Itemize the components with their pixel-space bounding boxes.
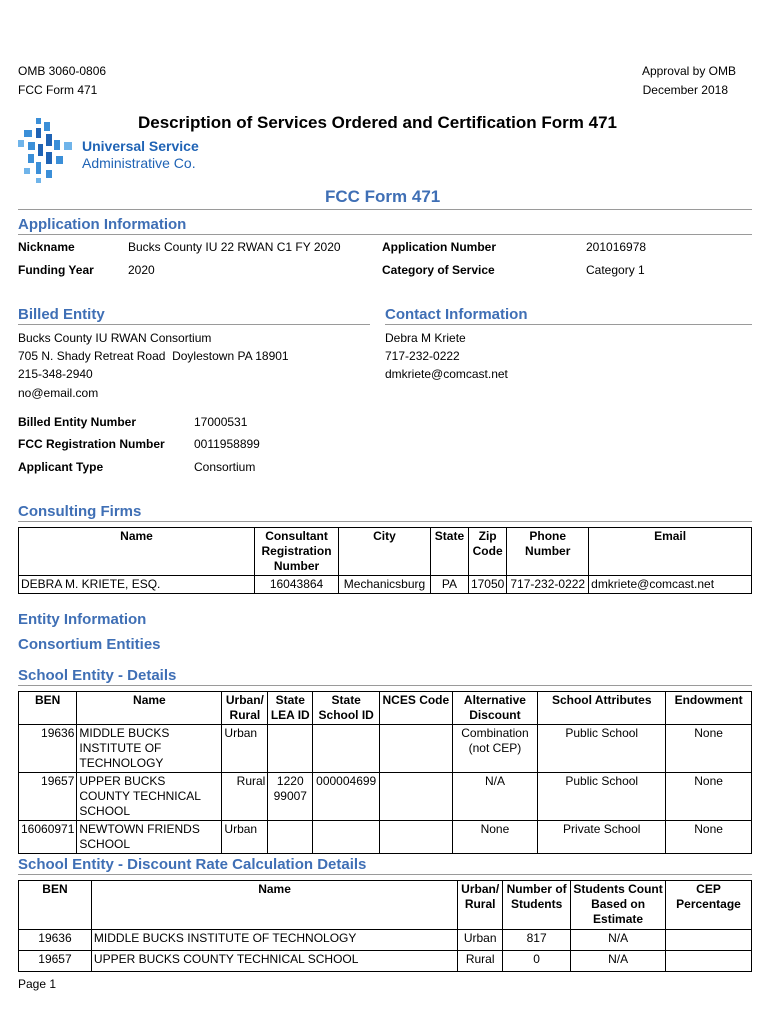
school-endowment: None bbox=[666, 773, 752, 821]
discount-estimate: N/A bbox=[571, 930, 666, 951]
consultant-state: PA bbox=[430, 576, 468, 594]
billed-address: 705 N. Shady Retreat Road Doylestown PA 18901 bbox=[18, 349, 289, 363]
school-ben: 16060971 bbox=[19, 821, 77, 854]
consultant-name: DEBRA M. KRIETE, ESQ. bbox=[19, 576, 255, 594]
discount-heading: School Entity - Discount Rate Calculation Details bbox=[18, 856, 367, 873]
discount-students: 0 bbox=[503, 951, 571, 972]
consultant-email: dmkriete@comcast.net bbox=[589, 576, 752, 594]
col-nces-code: NCES Code bbox=[380, 692, 452, 725]
billed-divider bbox=[18, 324, 370, 325]
discount-cep bbox=[666, 951, 752, 972]
application-heading: Application Information bbox=[18, 216, 187, 233]
funding-year-value: 2020 bbox=[128, 263, 155, 277]
contact-name: Debra M Kriete bbox=[385, 331, 466, 345]
school-urban-rural: Urban bbox=[222, 821, 268, 854]
col-name: Name bbox=[91, 881, 457, 930]
category-label: Category of Service bbox=[382, 263, 495, 277]
table-row bbox=[19, 951, 752, 972]
school-alt-discount: Combination (not CEP) bbox=[452, 725, 538, 773]
approval-text: Approval by OMB bbox=[641, 64, 736, 78]
consulting-table bbox=[18, 527, 752, 594]
application-divider bbox=[18, 234, 752, 235]
discount-estimate: N/A bbox=[571, 951, 666, 972]
fcc-reg-label: FCC Registration Number bbox=[18, 437, 165, 451]
table-row bbox=[19, 773, 752, 821]
col-phone: Phone Number bbox=[507, 528, 589, 576]
school-urban-rural: Urban bbox=[222, 725, 268, 773]
school-state-lea-id bbox=[268, 821, 313, 854]
applicant-type-label: Applicant Type bbox=[18, 460, 104, 474]
school-endowment: None bbox=[666, 821, 752, 854]
usac-logo-mark bbox=[16, 116, 76, 184]
billed-phone: 215-348-2940 bbox=[18, 367, 93, 381]
school-nces-code bbox=[380, 773, 452, 821]
app-number-value: 201016978 bbox=[586, 240, 647, 254]
contact-phone: 717-232-0222 bbox=[385, 349, 460, 363]
school-nces-code bbox=[380, 821, 452, 854]
consulting-divider bbox=[18, 521, 752, 522]
page-number: Page 1 bbox=[18, 977, 57, 991]
approval-date: December 2018 bbox=[642, 83, 728, 97]
discount-name: MIDDLE BUCKS INSTITUTE OF TECHNOLOGY bbox=[91, 930, 457, 951]
discount-cep bbox=[666, 930, 752, 951]
school-name: UPPER BUCKS COUNTY TECHNICAL SCHOOL bbox=[77, 773, 222, 821]
col-ben: BEN bbox=[19, 692, 77, 725]
usac-logo bbox=[16, 116, 216, 186]
col-ben: BEN bbox=[19, 881, 92, 930]
col-zip: Zip Code bbox=[468, 528, 506, 576]
consulting-header-row bbox=[19, 528, 752, 576]
school-attributes: Public School bbox=[538, 725, 666, 773]
discount-urban-rural: Rural bbox=[458, 951, 503, 972]
school-state-school-id bbox=[313, 725, 380, 773]
school-endowment: None bbox=[666, 725, 752, 773]
school-header-row bbox=[19, 692, 752, 725]
nickname-value: Bucks County IU 22 RWAN C1 FY 2020 bbox=[128, 240, 341, 254]
discount-students: 817 bbox=[503, 930, 571, 951]
consultant-reg-number: 16043864 bbox=[255, 576, 339, 594]
table-row bbox=[19, 821, 752, 854]
col-consultant-reg: Consultant Registration Number bbox=[255, 528, 339, 576]
school-ben: 19657 bbox=[19, 773, 77, 821]
consultant-city: Mechanicsburg bbox=[339, 576, 431, 594]
billed-email: no@email.com bbox=[18, 386, 99, 400]
nickname-label: Nickname bbox=[18, 240, 75, 254]
consulting-heading: Consulting Firms bbox=[18, 503, 142, 520]
discount-ben: 19657 bbox=[19, 951, 92, 972]
school-details-table bbox=[18, 691, 752, 854]
school-state-school-id: 000004699 bbox=[313, 773, 380, 821]
school-state-school-id bbox=[313, 821, 380, 854]
table-row bbox=[19, 930, 752, 951]
col-students-count-estimate: Students Count Based on Estimate bbox=[571, 881, 666, 930]
col-name: Name bbox=[19, 528, 255, 576]
contact-email: dmkriete@comcast.net bbox=[385, 367, 508, 381]
school-urban-rural: Rural bbox=[222, 773, 268, 821]
col-number-of-students: Number of Students bbox=[503, 881, 571, 930]
omb-number: OMB 3060-0806 bbox=[18, 64, 107, 78]
school-attributes: Private School bbox=[538, 821, 666, 854]
applicant-type-value: Consortium bbox=[194, 460, 256, 474]
fcc-reg-value: 0011958899 bbox=[194, 437, 260, 451]
col-alternative-discount: Alternative Discount bbox=[452, 692, 538, 725]
discount-table bbox=[18, 880, 752, 972]
school-nces-code bbox=[380, 725, 452, 773]
discount-urban-rural: Urban bbox=[458, 930, 503, 951]
school-details-heading: School Entity - Details bbox=[18, 667, 177, 684]
category-value: Category 1 bbox=[586, 263, 645, 277]
discount-header-row bbox=[19, 881, 752, 930]
ben-value: 17000531 bbox=[194, 415, 248, 429]
logo-line2: Administrative Co. bbox=[82, 155, 196, 171]
app-number-label: Application Number bbox=[382, 240, 497, 254]
discount-name: UPPER BUCKS COUNTY TECHNICAL SCHOOL bbox=[91, 951, 457, 972]
col-city: City bbox=[339, 528, 431, 576]
school-alt-discount: N/A bbox=[452, 773, 538, 821]
discount-divider bbox=[18, 874, 752, 875]
entity-heading: Entity Information bbox=[18, 611, 147, 628]
form-title: FCC Form 471 bbox=[325, 187, 441, 206]
school-name: NEWTOWN FRIENDS SCHOOL bbox=[77, 821, 222, 854]
col-state-lea-id: State LEA ID bbox=[268, 692, 313, 725]
consultant-phone: 717-232-0222 bbox=[507, 576, 589, 594]
title-divider bbox=[18, 209, 752, 210]
school-state-lea-id: 1220 99007 bbox=[268, 773, 313, 821]
table-row bbox=[19, 725, 752, 773]
contact-heading: Contact Information bbox=[385, 306, 528, 323]
page-title: Description of Services Ordered and Certification Form 471 bbox=[138, 113, 617, 132]
discount-ben: 19636 bbox=[19, 930, 92, 951]
consultant-zip: 17050 bbox=[468, 576, 506, 594]
consortium-heading: Consortium Entities bbox=[18, 636, 161, 653]
school-state-lea-id bbox=[268, 725, 313, 773]
billed-name: Bucks County IU RWAN Consortium bbox=[18, 331, 212, 345]
logo-line1: Universal Service bbox=[82, 138, 199, 154]
school-details-divider bbox=[18, 685, 752, 686]
col-urban-rural: Urban/ Rural bbox=[222, 692, 268, 725]
ben-label: Billed Entity Number bbox=[18, 415, 137, 429]
contact-divider bbox=[385, 324, 752, 325]
billed-heading: Billed Entity bbox=[18, 306, 105, 323]
col-state-school-id: State School ID bbox=[313, 692, 380, 725]
col-cep-percentage: CEP Percentage bbox=[666, 881, 752, 930]
school-attributes: Public School bbox=[538, 773, 666, 821]
col-email: Email bbox=[589, 528, 752, 576]
col-endowment: Endowment bbox=[666, 692, 752, 725]
school-name: MIDDLE BUCKS INSTITUTE OF TECHNOLOGY bbox=[77, 725, 222, 773]
school-ben: 19636 bbox=[19, 725, 77, 773]
col-name: Name bbox=[77, 692, 222, 725]
col-school-attributes: School Attributes bbox=[538, 692, 666, 725]
col-state: State bbox=[430, 528, 468, 576]
col-urban-rural: Urban/ Rural bbox=[458, 881, 503, 930]
table-row bbox=[19, 576, 752, 594]
funding-year-label: Funding Year bbox=[18, 263, 94, 277]
school-alt-discount: None bbox=[452, 821, 538, 854]
form-number: FCC Form 471 bbox=[18, 83, 98, 97]
